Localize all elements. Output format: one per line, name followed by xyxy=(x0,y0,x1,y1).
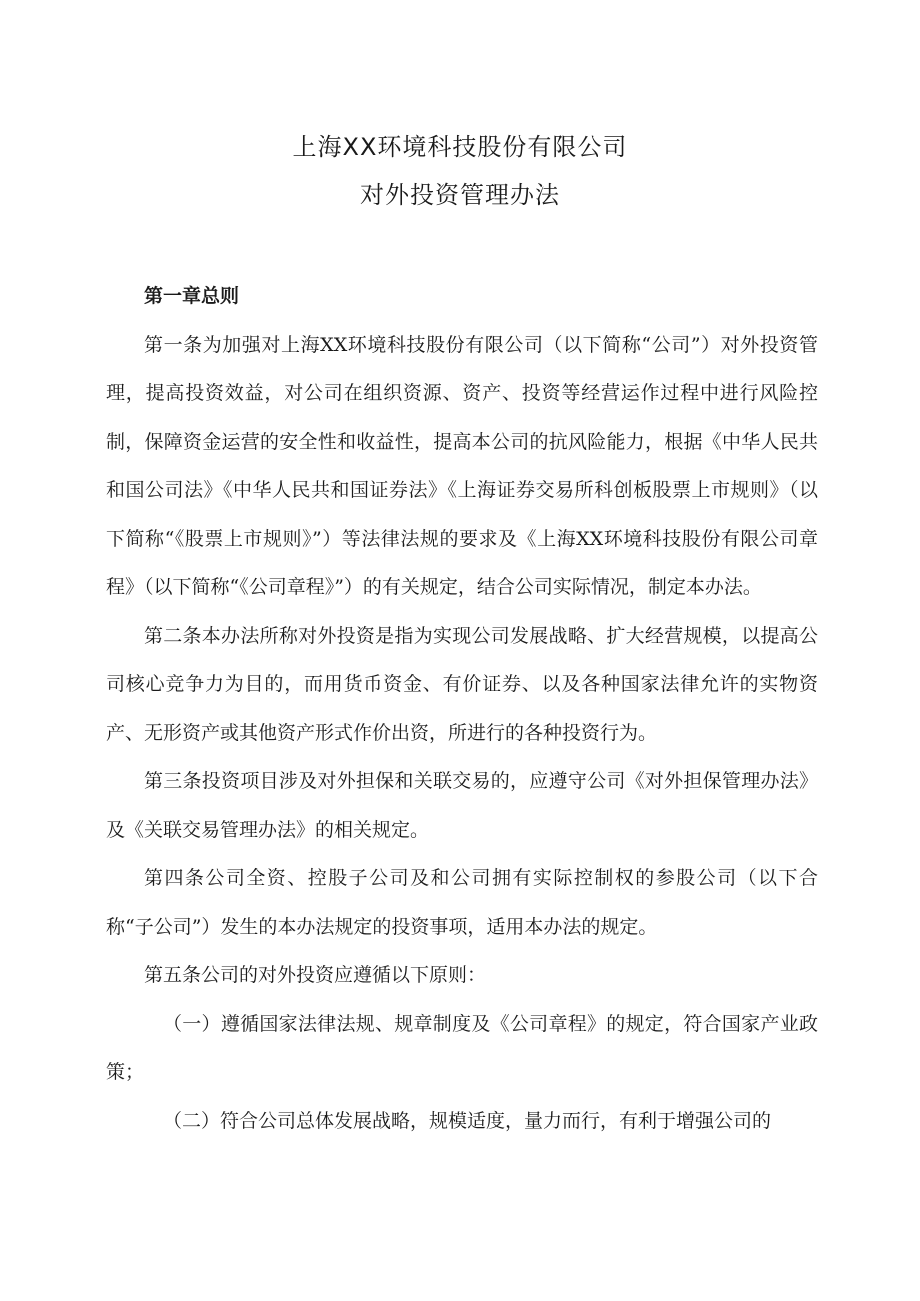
principle-2: （二）符合公司总体发展战略，规模适度，量力而行，有利于增强公司的 xyxy=(163,1109,772,1132)
article-4: 第四条公司全资、控股子公司及和公司拥有实际控制权的参股公司（以下合称“子公司”）发生的本办法规定的投资事项，适用本办法的规定。 xyxy=(106,867,818,938)
article-2: 第二条本办法所称对外投资是指为实现公司发展战略、扩大经营规模，以提高公司核心竞争力为目的，而用货币资金、有价证券、以及各种国家法律允许的实物资产、无形资产或其他资产形式作价出资，所进行的各种投资行为。 xyxy=(106,624,818,744)
document-title: 对外投资管理办法 xyxy=(360,181,560,209)
article-3: 第三条投资项目涉及对外担保和关联交易的，应遵守公司《对外担保管理办法》及《关联交易管理办法》的相关规定。 xyxy=(106,770,818,841)
document-body xyxy=(106,272,818,1145)
chapter-heading: 第一章总则 xyxy=(144,285,240,307)
article-5: 第五条公司的对外投资应遵循以下原则： xyxy=(144,964,487,986)
principle-1: （一）遵循国家法律法规、规章制度及《公司章程》的规定，符合国家产业政策； xyxy=(106,1012,818,1083)
company-title: 上海XX环境科技股份有限公司 xyxy=(292,133,628,161)
article-1: 第一条为加强对上海XX环境科技股份有限公司（以下简称“公司”）对外投资管理，提高投资效益，对公司在组织资源、资产、投资等经营运作过程中进行风险控制，保障资金运营的安全性和收益性，提高本公司的抗风险能力，根据《中华人民共和国公司法》《中华人民共和国证券法》《上海证券交易所科创板股票上市规则》（以下简称“《股票上市规则》”）等法律法规的要求及《上海XX环境科技股份有限公司章程》（以下简称“《公司章程》”）的有关规定，结合公司实际情况，制定本办法。 xyxy=(106,333,818,598)
